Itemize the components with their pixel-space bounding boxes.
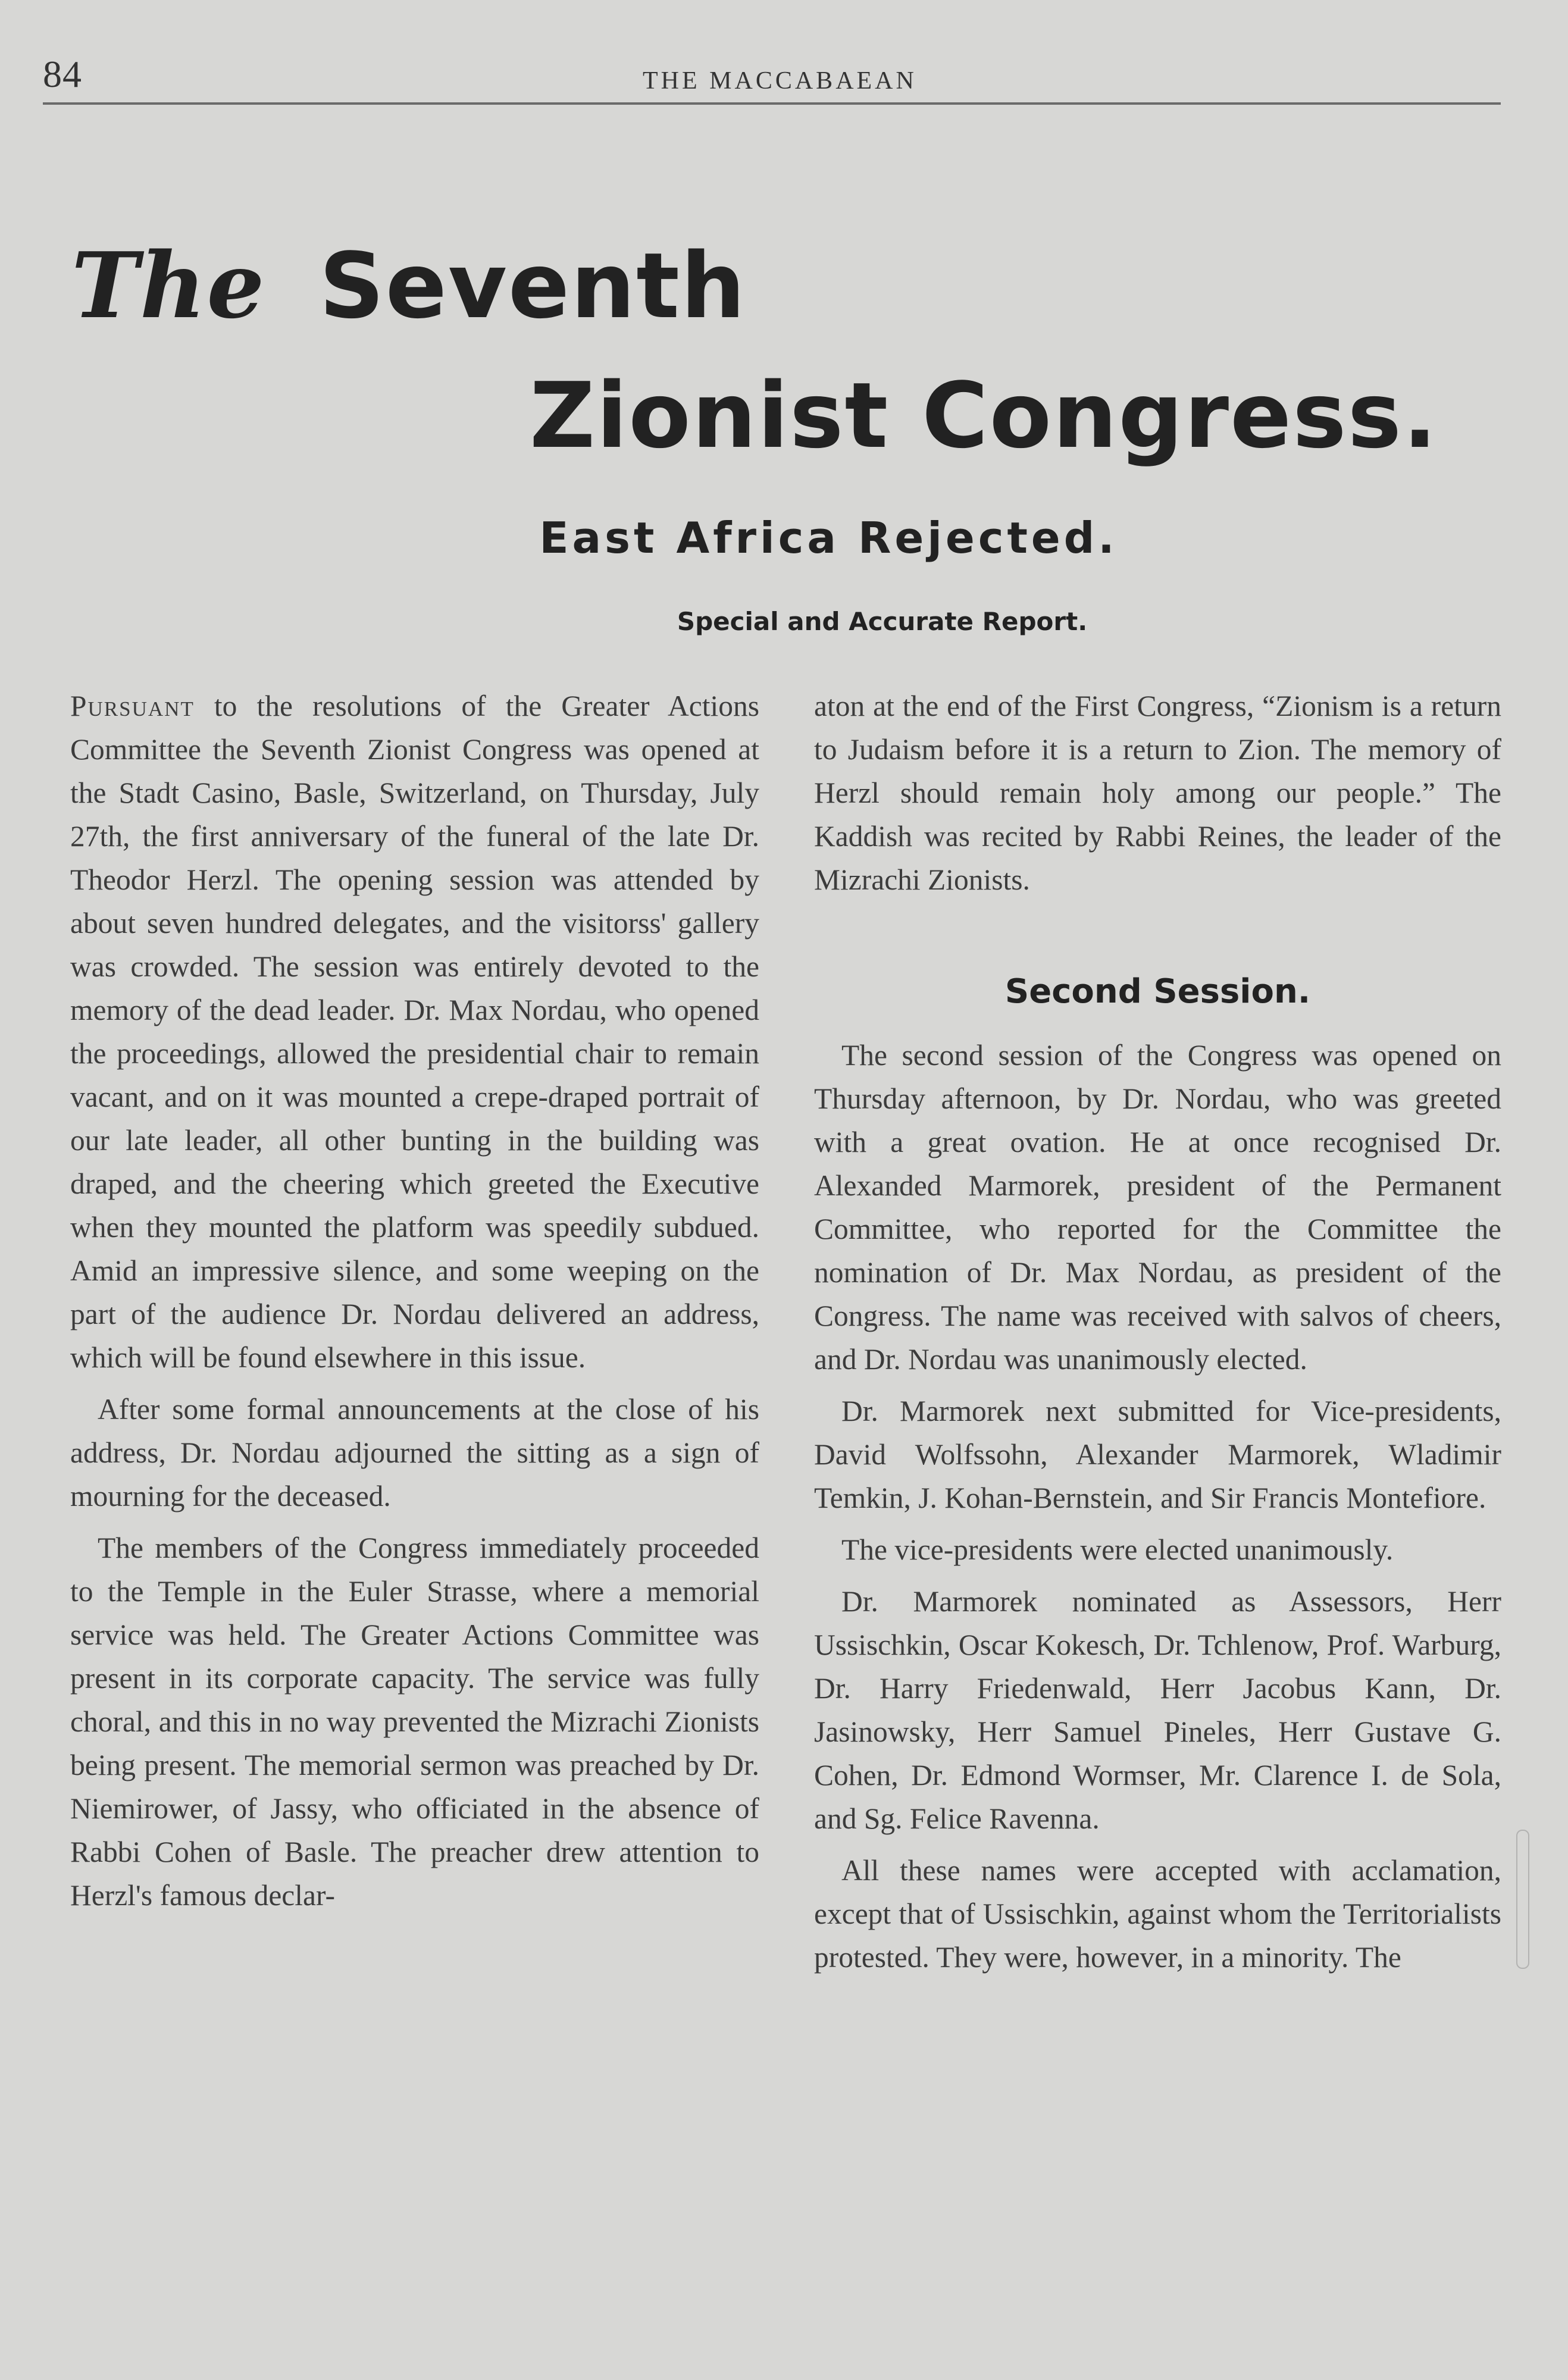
left-column: [70, 684, 759, 1925]
left-paragraph-1-text: to the resolutions of the Greater Actions Committee the Seventh Zionist Congress was opened at the Stadt Casino, Basle, Switzerland, on Thursday, July 27th, the first anniversary of the funeral of the late Dr. Theodor Herzl. The opening session was attended by about seven hundred delegates, and the visitorss' gallery was crowded. The session was entirely devoted to the memory of the dead leader. Dr. Max Nordau, who opened the proceedings, allowed the presidential chair to remain vacant, and on it was mounted a crepe-draped portrait of our late leader, all other bunting in the building was draped, and the cheering which greeted the Executive when they mounted the platform was speedily subdued. Amid an impressive silence, and some weeping on the part of the audience Dr. Nordau delivered an address, which will be found elsewhere in this issue.: [70, 690, 759, 1374]
right-paragraph-1: The second session of the Congress was opened on Thursday afternoon, by Dr. Nordau, who was greeted with a great ovation. He at once recognised Dr. Alexanded Marmorek, president of the Permanent Committee, who reported for the Committee the nomination of Dr. Max Nordau, as president of the Congress. The name was received with salvos of cheers, and Dr. Nordau was unanimously elected.: [814, 1039, 1501, 1376]
right-paragraph-5: All these names were accepted with acclamation, except that of Ussischkin, against whom the Territorialists protested. They were, however, in a minority. The: [814, 1854, 1501, 1974]
running-head: THE MACCABAEAN: [643, 67, 917, 95]
article-byline: Special and Accurate Report.: [677, 607, 1088, 636]
header-rule: [43, 102, 1501, 105]
right-paragraph-continued: aton at the end of the First Congress, “Zionism is a return to Judaism before it is a return to Zion. The memory of Herzl should remain holy among our people.” The Kaddish was recited by Rabbi Reines, the leader of the Mizrachi Zionists.: [814, 690, 1501, 896]
margin-mark: [1516, 1830, 1529, 1969]
section-heading: Second Session.: [1004, 972, 1311, 1011]
right-paragraph-2: Dr. Marmorek next submitted for Vice-presidents, David Wolfssohn, Alexander Marmorek, Wladimir Temkin, J. Kohan-Bernstein, and Sir Francis Montefiore.: [814, 1395, 1501, 1514]
title-the: The: [71, 232, 266, 339]
article-title-line-2: Zionist Congress.: [530, 363, 1438, 468]
left-paragraph-3: The members of the Congress immediately proceeded to the Temple in the Euler Strasse, where a memorial service was held. The Greater Actions Committee was present in its corporate capacity. The service was fully choral, and this in no way prevented the Mizrachi Zionists being present. The memorial sermon was preached by Dr. Niemirower, of Jassy, who officiated in the absence of Rabbi Cohen of Basle. The preacher drew attention to Herzl's famous declar-: [70, 1532, 759, 1912]
right-column: [814, 684, 1501, 1987]
article-subtitle: East Africa Rejected.: [539, 513, 1118, 563]
page-number: 84: [43, 53, 82, 95]
lead-smallcaps: Pursuant: [70, 690, 195, 722]
left-paragraph-1: [70, 684, 759, 1379]
article-title-line-1: [71, 232, 746, 339]
right-paragraph-4: Dr. Marmorek nominated as Assessors, Herr Ussischkin, Oscar Kokesch, Dr. Tchlenow, Prof. Warburg, Dr. Harry Friedenwald, Herr Jacobus Kann, Dr. Jasinowsky, Herr Samuel Pineles, Herr Gustave G. Cohen, Dr. Edmond Wormser, Mr. Clarence I. de Sola, and Sg. Felice Ravenna.: [814, 1585, 1501, 1835]
title-seventh: Seventh: [319, 233, 747, 339]
right-paragraph-3: The vice-presidents were elected unanimously.: [841, 1533, 1394, 1566]
left-paragraph-2: After some formal announcements at the close of his address, Dr. Nordau adjourned the sitting as a sign of mourning for the deceased.: [70, 1393, 759, 1512]
